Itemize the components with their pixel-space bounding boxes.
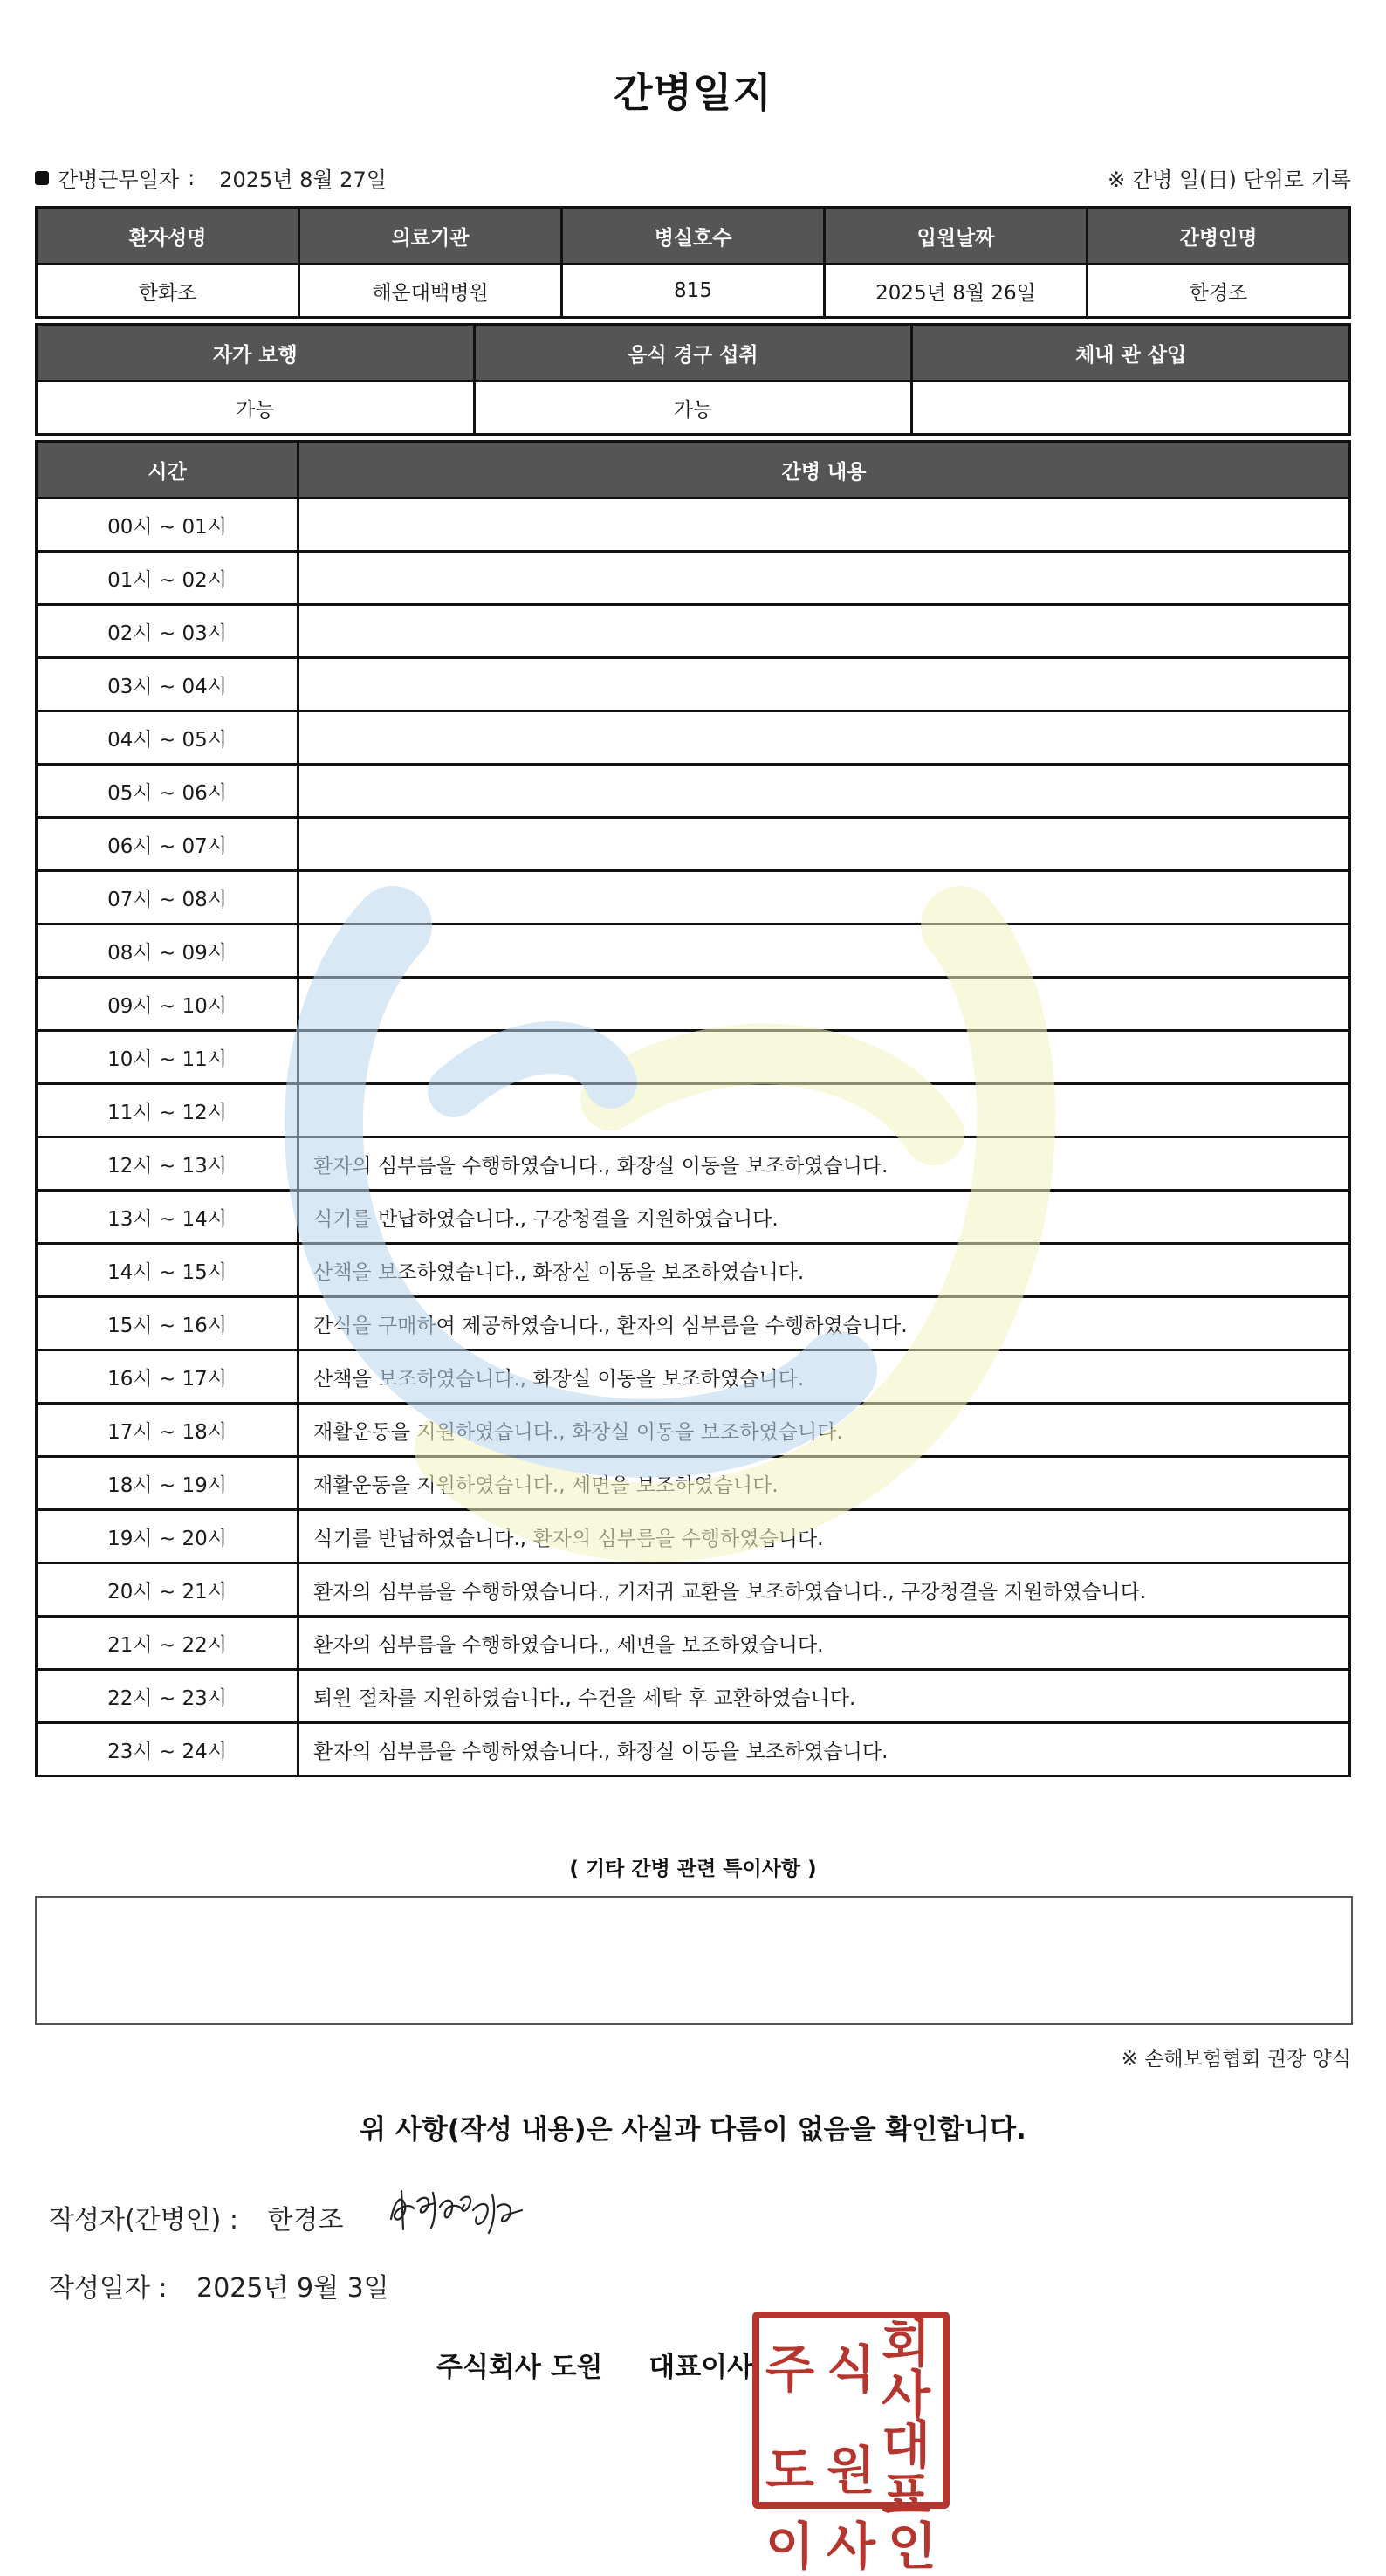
table-row	[37, 1350, 1350, 1404]
log-time: 23시 ~ 24시	[37, 1723, 298, 1776]
log-content: 환자의 심부름을 수행하였습니다., 세면을 보조하였습니다.	[298, 1617, 1350, 1670]
header-oral-intake: 음식 경구 섭취	[474, 325, 912, 381]
oral-intake-value: 가능	[474, 381, 912, 435]
table-row	[37, 552, 1350, 605]
log-content	[298, 765, 1350, 818]
form-note: ※ 손해보험협회 권장 양식	[1121, 2048, 1351, 2071]
table-row	[37, 1617, 1350, 1670]
log-time: 17시 ~ 18시	[37, 1404, 298, 1457]
patient-name: 한화조	[37, 264, 299, 318]
log-time: 13시 ~ 14시	[37, 1191, 298, 1244]
log-content	[298, 924, 1350, 978]
table-row	[37, 1084, 1350, 1137]
log-time: 00시 ~ 01시	[37, 498, 298, 552]
log-time: 09시 ~ 10시	[37, 978, 298, 1031]
log-time: 14시 ~ 15시	[37, 1244, 298, 1297]
work-date-row	[35, 162, 387, 193]
table-row	[37, 1137, 1350, 1191]
log-content	[298, 1031, 1350, 1084]
log-content	[298, 658, 1350, 711]
table-row	[37, 978, 1350, 1031]
log-content: 간식을 구매하여 제공하였습니다., 환자의 심부름을 수행하였습니다.	[298, 1297, 1350, 1350]
remarks-box	[35, 1896, 1353, 2025]
page-title: 간병일지	[614, 69, 772, 116]
log-time: 02시 ~ 03시	[37, 605, 298, 658]
log-time: 04시 ~ 05시	[37, 711, 298, 765]
log-time: 11시 ~ 12시	[37, 1084, 298, 1137]
writer-row	[49, 2198, 343, 2236]
header-admission-date: 입원날짜	[825, 208, 1088, 264]
writer-label: 작성자(간병인) :	[49, 2205, 238, 2236]
log-content	[298, 605, 1350, 658]
log-time: 21시 ~ 22시	[37, 1617, 298, 1670]
unit-note: ※ 간병 일(日) 단위로 기록	[1108, 168, 1351, 192]
log-time: 03시 ~ 04시	[37, 658, 298, 711]
log-content: 재활운동을 지원하였습니다., 세면을 보조하였습니다.	[298, 1457, 1350, 1510]
header-caregiver-name: 간병인명	[1088, 208, 1350, 264]
log-content: 환자의 심부름을 수행하였습니다., 기저귀 교환을 보조하였습니다., 구강청결을 지원하였습니다.	[298, 1563, 1350, 1617]
log-content: 재활운동을 지원하였습니다., 화장실 이동을 보조하였습니다.	[298, 1404, 1350, 1457]
header-tube-insertion: 체내 관 삽입	[912, 325, 1350, 381]
company-row	[436, 2345, 753, 2384]
table-row	[37, 1031, 1350, 1084]
log-content	[298, 1084, 1350, 1137]
log-time: 01시 ~ 02시	[37, 552, 298, 605]
header-hospital: 의료기관	[299, 208, 562, 264]
caregiver-name: 한경조	[1088, 264, 1350, 318]
header-time: 시간	[37, 442, 298, 498]
table-row	[37, 1670, 1350, 1723]
table-row	[37, 1244, 1350, 1297]
header-patient-name: 환자성명	[37, 208, 299, 264]
log-time: 10시 ~ 11시	[37, 1031, 298, 1084]
table-row	[37, 1191, 1350, 1244]
work-date-label: 간병근무일자	[58, 168, 180, 192]
table-row	[37, 1563, 1350, 1617]
table-row	[37, 605, 1350, 658]
log-content: 식기를 반납하였습니다., 환자의 심부름을 수행하였습니다.	[298, 1510, 1350, 1563]
table-row	[37, 924, 1350, 978]
hospital-name: 해운대백병원	[299, 264, 562, 318]
log-content: 퇴원 절차를 지원하였습니다., 수건을 세탁 후 교환하였습니다.	[298, 1670, 1350, 1723]
log-content	[298, 711, 1350, 765]
table-row	[37, 711, 1350, 765]
table-row	[37, 1404, 1350, 1457]
log-content	[298, 978, 1350, 1031]
self-walking-value: 가능	[37, 381, 475, 435]
log-time: 19시 ~ 20시	[37, 1510, 298, 1563]
log-content: 산책을 보조하였습니다., 화장실 이동을 보조하였습니다.	[298, 1350, 1350, 1404]
log-time: 12시 ~ 13시	[37, 1137, 298, 1191]
table-row	[37, 1510, 1350, 1563]
log-content	[298, 498, 1350, 552]
patient-info-table	[35, 206, 1351, 319]
log-time: 16시 ~ 17시	[37, 1350, 298, 1404]
table-row	[37, 658, 1350, 711]
log-time: 22시 ~ 23시	[37, 1670, 298, 1723]
table-row	[37, 765, 1350, 818]
header-care-content: 간병 내용	[298, 442, 1350, 498]
care-log-table	[35, 440, 1351, 1777]
header-self-walking: 자가 보행	[37, 325, 475, 381]
written-date-label: 작성일자 :	[49, 2273, 168, 2304]
log-content: 환자의 심부름을 수행하였습니다., 화장실 이동을 보조하였습니다.	[298, 1723, 1350, 1776]
company-seal-icon: 주 식 회사 도 원 대표 이 사 인	[752, 2312, 950, 2509]
table-row	[37, 498, 1350, 552]
log-time: 06시 ~ 07시	[37, 818, 298, 871]
log-content: 식기를 반납하였습니다., 구강청결을 지원하였습니다.	[298, 1191, 1350, 1244]
tube-insertion-value	[912, 381, 1350, 435]
company-name: 주식회사 도원	[436, 2352, 603, 2383]
work-date-value: 2025년 8월 27일	[219, 168, 387, 192]
table-row	[37, 1723, 1350, 1776]
table-row	[37, 1457, 1350, 1510]
writer-name: 한경조	[267, 2205, 344, 2236]
log-content	[298, 552, 1350, 605]
log-content	[298, 871, 1350, 924]
remarks-title: ( 기타 간병 관련 특이사항 )	[569, 1858, 817, 1880]
header-room-number: 병실호수	[562, 208, 825, 264]
log-time: 15시 ~ 16시	[37, 1297, 298, 1350]
confirmation-statement: 위 사항(작성 내용)은 사실과 다름이 없음을 확인합니다.	[360, 2114, 1026, 2146]
patient-status-table	[35, 323, 1351, 436]
log-content: 환자의 심부름을 수행하였습니다., 화장실 이동을 보조하였습니다.	[298, 1137, 1350, 1191]
table-row	[37, 871, 1350, 924]
bullet-icon	[35, 171, 49, 185]
log-time: 18시 ~ 19시	[37, 1457, 298, 1510]
table-row	[37, 818, 1350, 871]
work-date-separator: :	[188, 165, 196, 190]
representative-title: 대표이사	[648, 2352, 754, 2383]
log-content: 산책을 보조하였습니다., 화장실 이동을 보조하였습니다.	[298, 1244, 1350, 1297]
signature-icon	[382, 2175, 531, 2245]
admission-date: 2025년 8월 26일	[825, 264, 1088, 318]
room-number: 815	[562, 264, 825, 318]
log-time: 08시 ~ 09시	[37, 924, 298, 978]
log-time: 05시 ~ 06시	[37, 765, 298, 818]
log-content	[298, 818, 1350, 871]
written-date-row	[49, 2266, 389, 2305]
log-time: 07시 ~ 08시	[37, 871, 298, 924]
written-date-value: 2025년 9월 3일	[196, 2273, 389, 2304]
table-row	[37, 1297, 1350, 1350]
log-time: 20시 ~ 21시	[37, 1563, 298, 1617]
